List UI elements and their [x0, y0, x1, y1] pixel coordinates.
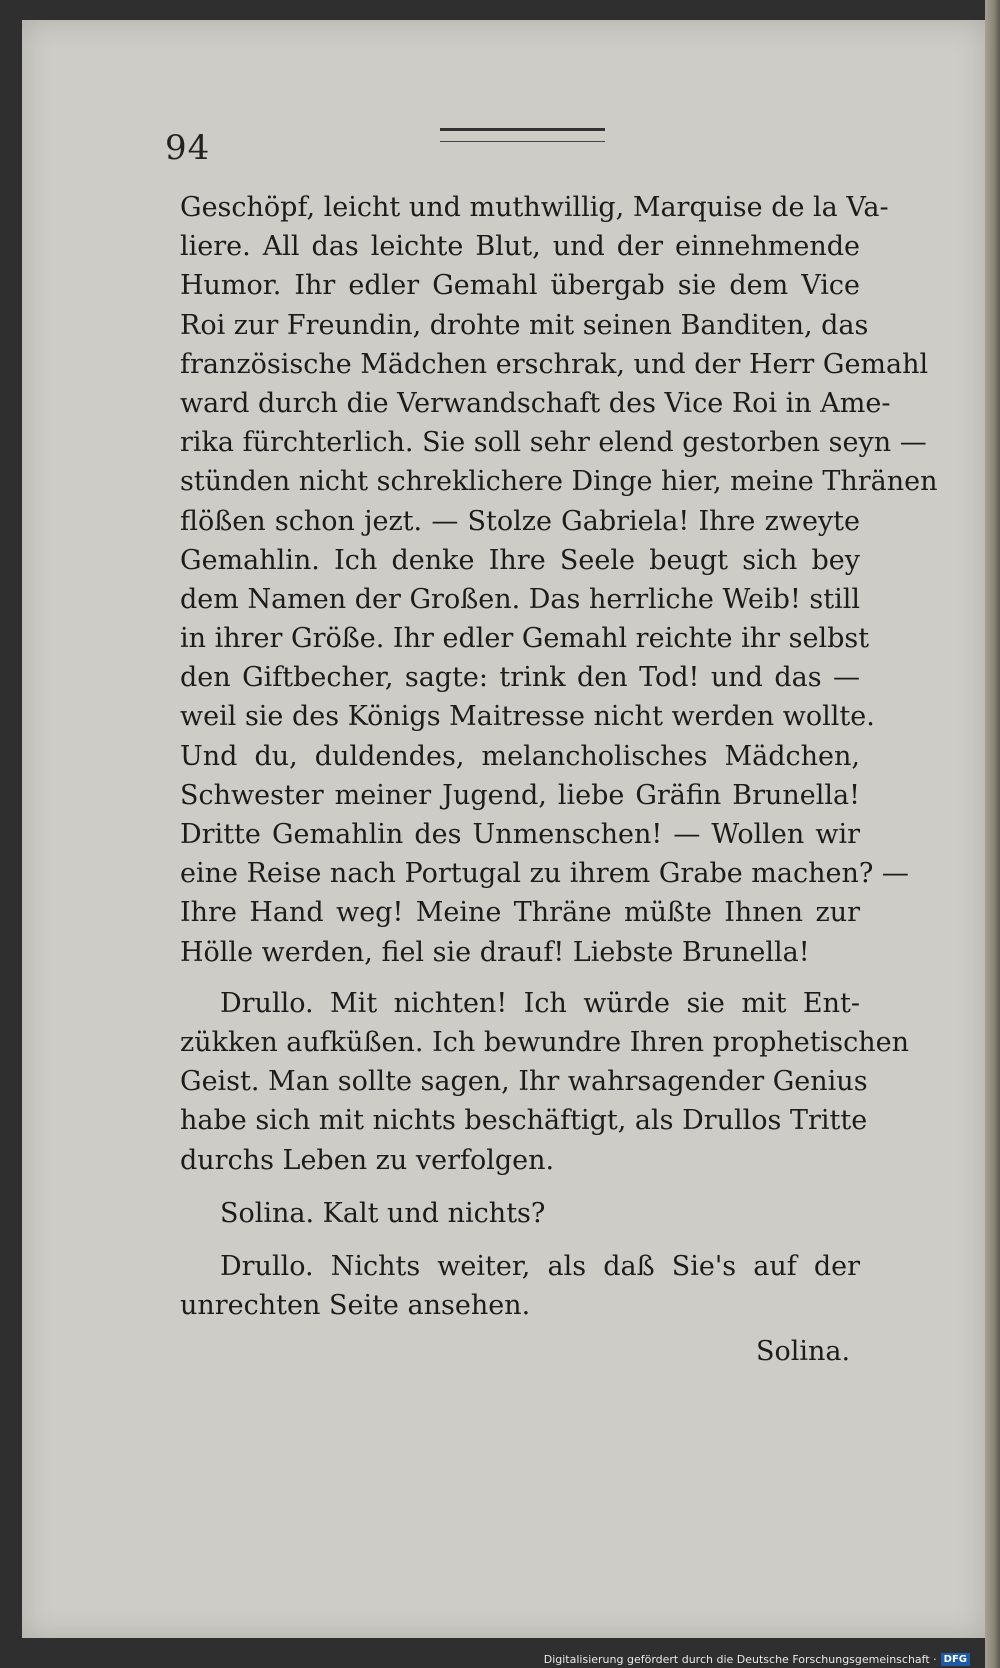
text-line: unrechten Seite ansehen. — [180, 1290, 531, 1322]
text-line: rika fürchterlich. Sie soll sehr elend gestorben seyn — — [180, 427, 927, 459]
text-line: Dritte Gemahlin des Unmenschen! — Wollen wir — [180, 819, 860, 850]
text-line: in ihrer Größe. Ihr edler Gemahl reichte ihr selbst — [180, 623, 870, 655]
text-line: Geist. Man sollte sagen, Ihr wahrsagender Genius — [180, 1066, 868, 1098]
book-edge — [985, 0, 1000, 1668]
text-line: weil sie des Königs Maitresse nicht werden wollte. — [180, 701, 875, 733]
text-line: Schwester meiner Jugend, liebe Gräfin Brunella! — [180, 779, 860, 811]
text-line: durchs Leben zu verfolgen. — [180, 1144, 555, 1176]
text-line: zükken aufküßen. Ich bewundre Ihren prophetischen — [180, 1026, 909, 1058]
digitization-credit — [544, 1653, 970, 1666]
text-line: Drullo. Mit nichten! Ich würde sie mit Ent- — [220, 987, 860, 1019]
text-line: Ihre Hand weg! Meine Thräne müßte Ihnen zur — [180, 897, 860, 929]
paragraph-gap — [180, 1180, 860, 1194]
page-number: 94 — [165, 128, 211, 168]
text-line: Und du, duldendes, melancholisches Mädchen, — [180, 740, 860, 772]
text-line: eine Reise nach Portugal zu ihrem Grabe machen? — — [180, 858, 909, 890]
text-line: Drullo. Nichts weiter, als daß Sie's auf der — [220, 1250, 860, 1282]
text-line: Solina. Kalt und nichts? — [220, 1197, 546, 1229]
text-line: Gemahlin. Ich denke Ihre Seele beugt sich bey — [180, 544, 860, 576]
text-line: den Giftbecher, sagte: trink den Tod! und das — — [180, 662, 860, 694]
text-line: liere. All das leichte Blut, und der einnehmende — [180, 231, 860, 263]
text-line: flößen schon jezt. — Stolze Gabriela! Ihre zweyte — [180, 505, 860, 537]
catchword: Solina. — [756, 1336, 851, 1367]
text-line: Geschöpf, leicht und muthwillig, Marquise de la Va- — [180, 192, 889, 223]
text-line: Humor. Ihr edler Gemahl übergab sie dem Vice — [180, 270, 860, 302]
text-line: stünden nicht schreklichere Dinge hier, meine Thränen — [180, 466, 938, 498]
text-line: ward durch die Verwandschaft des Vice Roi in Ame- — [180, 387, 891, 419]
text-line: Roi zur Freundin, drohte mit seinen Banditen, das — [180, 309, 869, 341]
paragraph-gap — [180, 1233, 860, 1247]
text-line: französische Mädchen erschrak, und der Herr Gemahl — [180, 348, 929, 380]
dfg-logo: DFG — [941, 1653, 970, 1666]
page-text — [180, 188, 938, 1325]
credit-text: Digitalisierung gefördert durch die Deutsche Forschungsgemeinschaft · — [543, 1653, 937, 1666]
paragraph-gap — [180, 972, 860, 984]
header-rule — [440, 128, 605, 142]
text-line: habe sich mit nichts beschäftigt, als Drullos Tritte — [180, 1105, 868, 1137]
text-line: dem Namen der Großen. Das herrliche Weib! still — [180, 583, 860, 615]
text-line: Hölle werden, fiel sie drauf! Liebste Brunella! — [180, 936, 810, 968]
